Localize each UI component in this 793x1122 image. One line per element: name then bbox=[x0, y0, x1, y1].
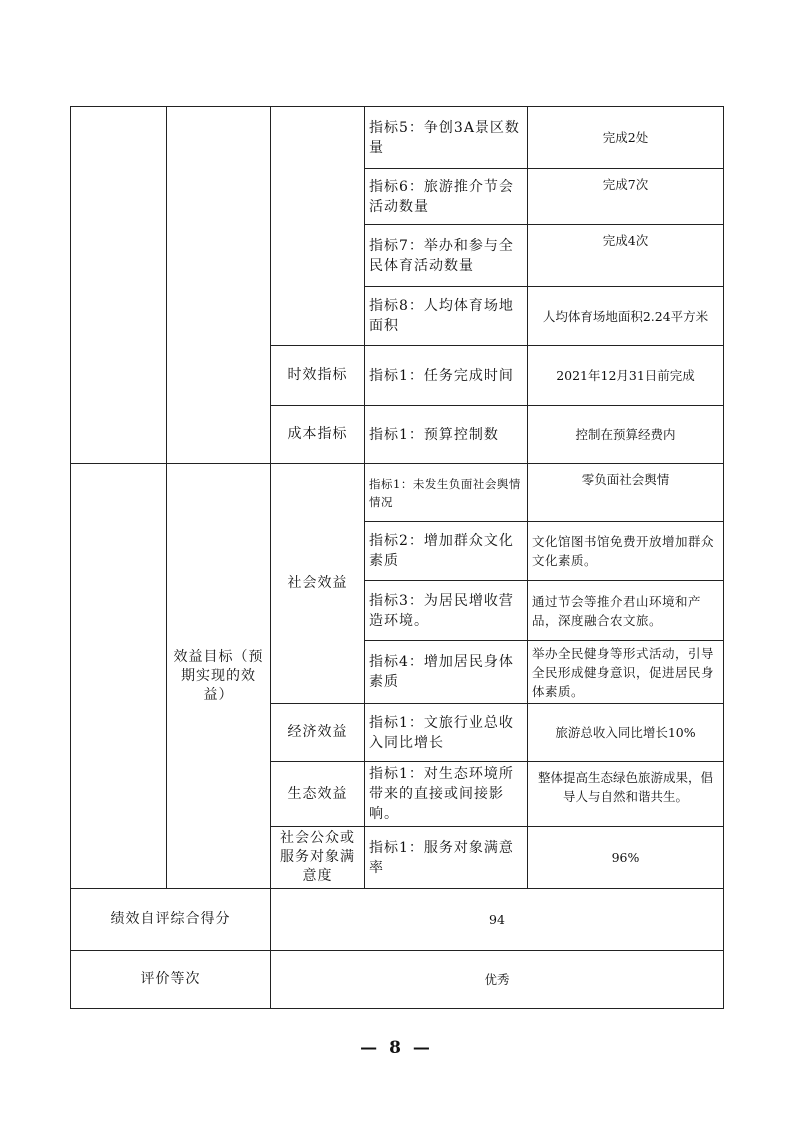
indicator-cell: 指标1：对生态环境所带来的直接或间接影响。 bbox=[365, 762, 528, 827]
value-cell: 控制在预算经费内 bbox=[528, 406, 724, 464]
value-cell: 完成2处 bbox=[528, 107, 724, 169]
table-row bbox=[71, 889, 724, 951]
value-cell: 2021年12月31日前完成 bbox=[528, 346, 724, 406]
table-row bbox=[71, 464, 724, 522]
value-cell: 人均体育场地面积2.24平方米 bbox=[528, 287, 724, 346]
indicator-cell: 指标1：文旅行业总收入同比增长 bbox=[365, 704, 528, 762]
satisfaction-label: 社会公众或服务对象满意度 bbox=[271, 827, 365, 889]
indicator-cell: 指标1：未发生负面社会舆情情况 bbox=[365, 464, 528, 522]
indicator-cell: 指标1：预算控制数 bbox=[365, 406, 528, 464]
score-label: 绩效自评综合得分 bbox=[71, 889, 271, 951]
value-cell: 完成7次 bbox=[528, 169, 724, 225]
score-value: 94 bbox=[271, 889, 724, 951]
benefit-goal-label: 效益目标（预期实现的效益） bbox=[167, 464, 271, 889]
value-cell: 旅游总收入同比增长10% bbox=[528, 704, 724, 762]
indicator-cell: 指标6：旅游推介节会活动数量 bbox=[365, 169, 528, 225]
value-cell: 举办全民健身等形式活动，引导全民形成健身意识，促进居民身体素质。 bbox=[528, 641, 724, 704]
indicator-cell: 指标4：增加居民身体素质 bbox=[365, 641, 528, 704]
indicator-cell: 指标2：增加群众文化素质 bbox=[365, 522, 528, 581]
table-row bbox=[71, 107, 724, 169]
blank-cell bbox=[71, 464, 167, 889]
timeliness-label: 时效指标 bbox=[271, 346, 365, 406]
indicator-cell: 指标3：为居民增收营造环境。 bbox=[365, 581, 528, 641]
value-cell: 完成4次 bbox=[528, 225, 724, 287]
indicator-cell: 指标1：任务完成时间 bbox=[365, 346, 528, 406]
blank-cell bbox=[271, 107, 365, 346]
value-cell: 整体提高生态绿色旅游成果，倡导人与自然和谐共生。 bbox=[528, 762, 724, 827]
grade-label: 评价等次 bbox=[71, 951, 271, 1009]
grade-value: 优秀 bbox=[271, 951, 724, 1009]
performance-table bbox=[70, 106, 724, 1009]
indicator-cell: 指标5：争创3A景区数量 bbox=[365, 107, 528, 169]
page-number: — 8 — bbox=[360, 1038, 433, 1058]
blank-cell bbox=[71, 107, 167, 464]
cost-label: 成本指标 bbox=[271, 406, 365, 464]
economic-benefit-label: 经济效益 bbox=[271, 704, 365, 762]
blank-cell bbox=[167, 107, 271, 464]
indicator-cell: 指标8：人均体育场地面积 bbox=[365, 287, 528, 346]
value-cell: 零负面社会舆情 bbox=[528, 464, 724, 522]
table-row bbox=[71, 951, 724, 1009]
social-benefit-label: 社会效益 bbox=[271, 464, 365, 704]
value-cell: 通过节会等推介君山环境和产品，深度融合农文旅。 bbox=[528, 581, 724, 641]
value-cell: 96% bbox=[528, 827, 724, 889]
ecological-benefit-label: 生态效益 bbox=[271, 762, 365, 827]
value-cell: 文化馆图书馆免费开放增加群众文化素质。 bbox=[528, 522, 724, 581]
indicator-cell: 指标1：服务对象满意率 bbox=[365, 827, 528, 889]
indicator-cell: 指标7：举办和参与全民体育活动数量 bbox=[365, 225, 528, 287]
